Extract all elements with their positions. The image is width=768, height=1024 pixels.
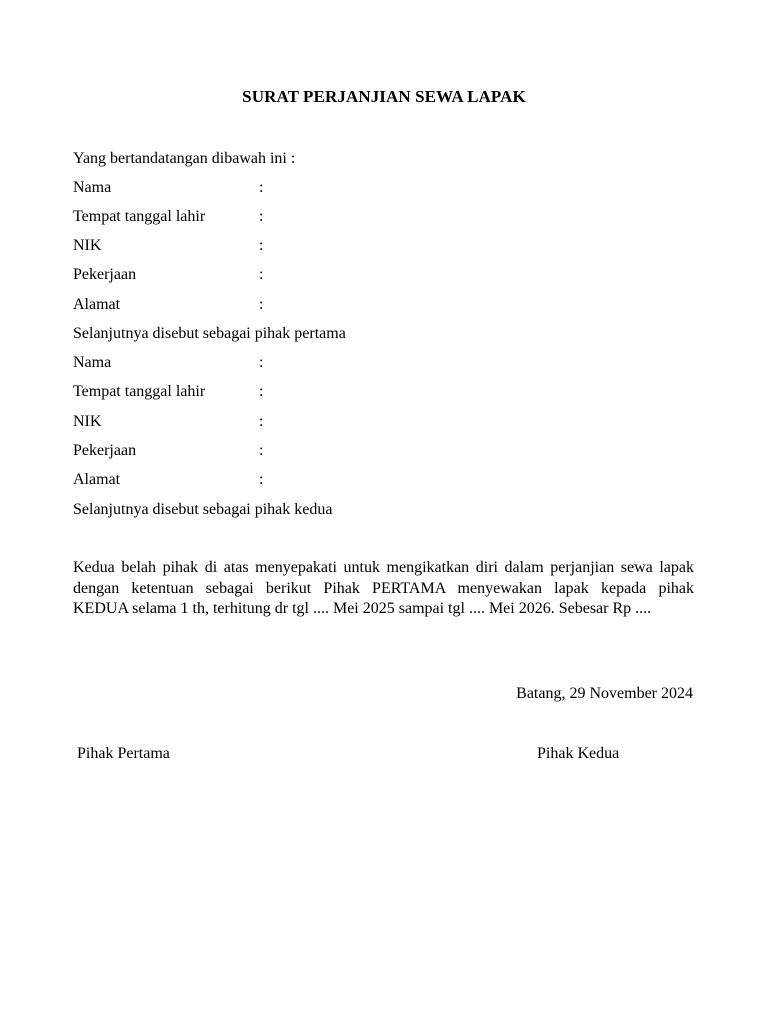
- agreement-line: KEDUA selama 1 th, terhitung dr tgl .... Mei 2025 sampai tgl .... Mei 2026. Sebesar Rp ....: [73, 600, 652, 617]
- field-label: NIK: [73, 413, 102, 430]
- field-label: Tempat tanggal lahir: [73, 208, 206, 225]
- field-colon: :: [259, 442, 264, 459]
- first-party-nik-row: [73, 236, 693, 256]
- signature-second-party: Pihak Kedua: [537, 745, 620, 762]
- field-colon: :: [259, 383, 264, 400]
- field-colon: :: [259, 208, 264, 225]
- field-label: Nama: [73, 179, 112, 196]
- field-colon: :: [259, 413, 264, 430]
- field-colon: :: [259, 354, 264, 371]
- intro-text: Yang bertandatangan dibawah ini :: [73, 150, 296, 167]
- agreement-paragraph: [73, 558, 694, 620]
- first-party-address-row: [73, 295, 693, 315]
- first-party-occupation-row: [73, 265, 693, 285]
- document-title: SURAT PERJANJIAN SEWA LAPAK: [242, 87, 526, 106]
- field-colon: :: [259, 266, 264, 283]
- field-label: Nama: [73, 354, 112, 371]
- second-party-designation: Selanjutnya disebut sebagai pihak kedua: [73, 501, 333, 518]
- second-party-occupation-row: [73, 441, 693, 461]
- first-party-designation: Selanjutnya disebut sebagai pihak pertama: [73, 325, 346, 342]
- second-party-birth-row: [73, 382, 693, 402]
- field-colon: :: [259, 471, 264, 488]
- agreement-line: Kedua belah pihak di atas menyepakati untuk mengikatkan diri dalam perjanjian sewa lapak: [73, 559, 694, 576]
- place-date: Batang, 29 November 2024: [516, 685, 693, 702]
- agreement-line: dengan ketentuan sebagai berikut Pihak PERTAMA menyewakan lapak kepada pihak: [73, 579, 694, 597]
- field-colon: :: [259, 296, 264, 313]
- second-party-name-row: [73, 353, 693, 373]
- first-party-birth-row: [73, 207, 693, 227]
- first-party-name-row: [73, 178, 693, 198]
- signature-first-party: Pihak Pertama: [77, 745, 170, 762]
- second-party-nik-row: [73, 412, 693, 432]
- field-label: Pekerjaan: [73, 266, 137, 283]
- field-label: Alamat: [73, 296, 121, 313]
- field-label: Alamat: [73, 471, 121, 488]
- field-colon: :: [259, 179, 264, 196]
- field-colon: :: [259, 237, 264, 254]
- field-label: Tempat tanggal lahir: [73, 383, 206, 400]
- second-party-address-row: [73, 470, 693, 490]
- field-label: Pekerjaan: [73, 442, 137, 459]
- field-label: NIK: [73, 237, 102, 254]
